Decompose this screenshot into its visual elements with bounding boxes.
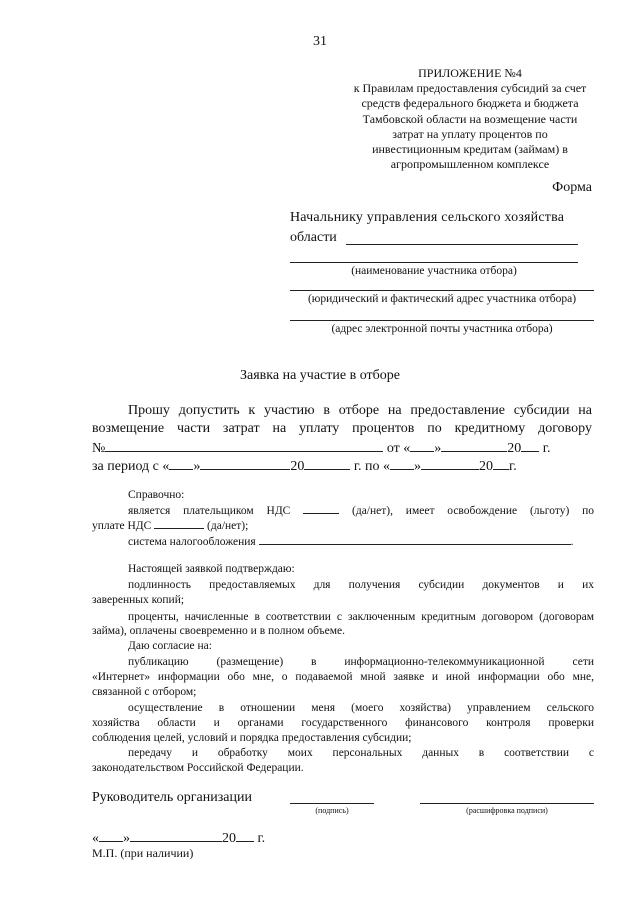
signature-decode-blank	[420, 803, 594, 804]
participant-address-line	[290, 290, 594, 291]
addressee-line-1: Начальнику управления сельского хозяйства	[290, 210, 565, 225]
consent-p1-line-1: публикацию (размещение) в информационно-телекоммуникационной сети	[128, 656, 594, 668]
year-prefix: 20	[222, 831, 236, 846]
sign-day-blank	[99, 829, 123, 842]
signature-decode-caption: (расшифровка подписи)	[466, 806, 548, 815]
stamp-note: М.П. (при наличии)	[92, 846, 194, 860]
form-label: Форма	[552, 180, 592, 195]
tax-system-label: система налогообложения	[128, 536, 256, 548]
contract-day-blank	[410, 439, 434, 452]
vat-line-2	[92, 518, 248, 533]
date-open-quote: «	[92, 831, 99, 846]
vat-exemption-suffix: (да/нет);	[207, 520, 249, 532]
signature-label: Руководитель организации	[92, 790, 252, 805]
confirm-p2-line-1: проценты, начисленные в соответствии с заключенным кредитным договором (договорам	[128, 611, 594, 623]
signature-blank	[290, 803, 374, 804]
consent-p1-line-2: «Интернет» информации обо мне, о подаваемой мной заявке и иной информации обо мне,	[92, 671, 594, 683]
vat-payer-label: является плательщиком НДС	[128, 505, 291, 517]
appendix-line: к Правилам предоставления субсидий за счет	[353, 81, 587, 96]
signature-date	[92, 829, 265, 847]
appendix-line: агропромышленном комплексе	[390, 157, 550, 172]
year-prefix: 20	[507, 441, 522, 456]
sign-year-blank	[236, 829, 254, 842]
vat-line-1	[128, 503, 594, 518]
participant-address-caption: (юридический и фактический адрес участника отбора)	[307, 293, 577, 305]
reference-heading: Справочно:	[128, 489, 185, 501]
date-close-quote: »	[123, 831, 130, 846]
appendix-line: затрат на уплату процентов по	[392, 126, 548, 141]
consent-p2-line-3: соблюдения целей, условий и порядка предоставления субсидии;	[92, 732, 412, 744]
appendix-block	[320, 66, 620, 172]
year-suffix: г.	[509, 459, 517, 474]
request-line-3	[92, 439, 592, 457]
period-to: г. по «	[353, 459, 391, 474]
consent-heading: Даю согласие на:	[128, 640, 212, 652]
vat-exemption-prefix: уплате НДС	[92, 520, 152, 532]
period-start-year-blank	[304, 457, 350, 470]
signature-caption: (подпись)	[315, 806, 349, 815]
quote-mark: »	[434, 441, 442, 456]
tax-system-blank	[259, 534, 571, 545]
appendix-line: инвестиционным кредитам (займам) в	[372, 142, 568, 157]
consent-p3-line-2: законодательством Российской Федерации.	[92, 762, 304, 774]
vat-exemption-label: (да/нет), имеет освобождение (льготу) по	[352, 505, 595, 517]
period-end-month-blank	[421, 457, 479, 470]
request-line-1: Прошу допустить к участию в отборе на предоставление субсидии на	[128, 403, 592, 418]
sign-month-blank	[130, 829, 222, 842]
year-prefix: 20	[479, 459, 494, 474]
document-title: Заявка на участие в отборе	[240, 368, 400, 383]
tax-system-line	[128, 534, 573, 549]
consent-p2-line-2: хозяйства области и органами государственного финансового контроля проверки	[92, 717, 594, 729]
appendix-line: Тамбовской области на возмещение части	[362, 111, 578, 126]
period-end-day-blank	[390, 457, 414, 470]
confirm-p2-line-2: займа), оплачены своевременно и в полном объеме.	[92, 625, 345, 637]
contract-date-from: от «	[386, 441, 411, 456]
year-suffix: г.	[257, 831, 266, 846]
contract-year-blank	[521, 439, 539, 452]
consent-p1-line-3: связанной с отбором;	[92, 686, 197, 698]
confirm-p1-line-1: подлинность предоставляемых для получения субсидии документов и их	[128, 579, 594, 591]
request-line-2: возмещение части затрат на уплату процентов по кредитному договору	[92, 421, 592, 436]
consent-p2-line-1: осуществление в отношении меня (моего хозяйства) управлением сельского	[128, 702, 594, 714]
vat-payer-blank	[303, 503, 339, 514]
consent-p3-line-1: передачу и обработку моих персональных данных в соответствии с	[128, 747, 594, 759]
region-blank-line	[346, 244, 578, 245]
participant-email-line	[290, 320, 594, 321]
contract-number-blank	[105, 439, 383, 452]
quote-mark: »	[414, 459, 422, 474]
period-start-month-blank	[200, 457, 290, 470]
participant-name-line	[290, 262, 578, 263]
year-suffix: г.	[542, 441, 551, 456]
year-prefix: 20	[290, 459, 305, 474]
page-number: 31	[313, 34, 327, 49]
tax-system-end: .	[570, 536, 574, 548]
period-start-day-blank	[169, 457, 193, 470]
confirm-heading: Настоящей заявкой подтверждаю:	[128, 563, 295, 575]
confirm-p1-line-2: заверенных копий;	[92, 594, 185, 606]
appendix-line: средств федерального бюджета и бюджета	[361, 96, 579, 111]
period-end-year-blank	[493, 457, 509, 470]
period-from: за период с «	[92, 459, 170, 474]
contract-number-sign: №	[92, 441, 106, 456]
addressee-line-2: области	[290, 230, 337, 245]
contract-month-blank	[441, 439, 507, 452]
appendix-heading: ПРИЛОЖЕНИЕ №4	[418, 66, 522, 80]
participant-name-caption: (наименование участника отбора)	[351, 265, 517, 277]
participant-email-caption: (адрес электронной почты участника отбора)	[331, 323, 553, 335]
request-line-4	[92, 457, 592, 475]
quote-mark: »	[193, 459, 201, 474]
vat-exemption-blank	[154, 518, 204, 529]
